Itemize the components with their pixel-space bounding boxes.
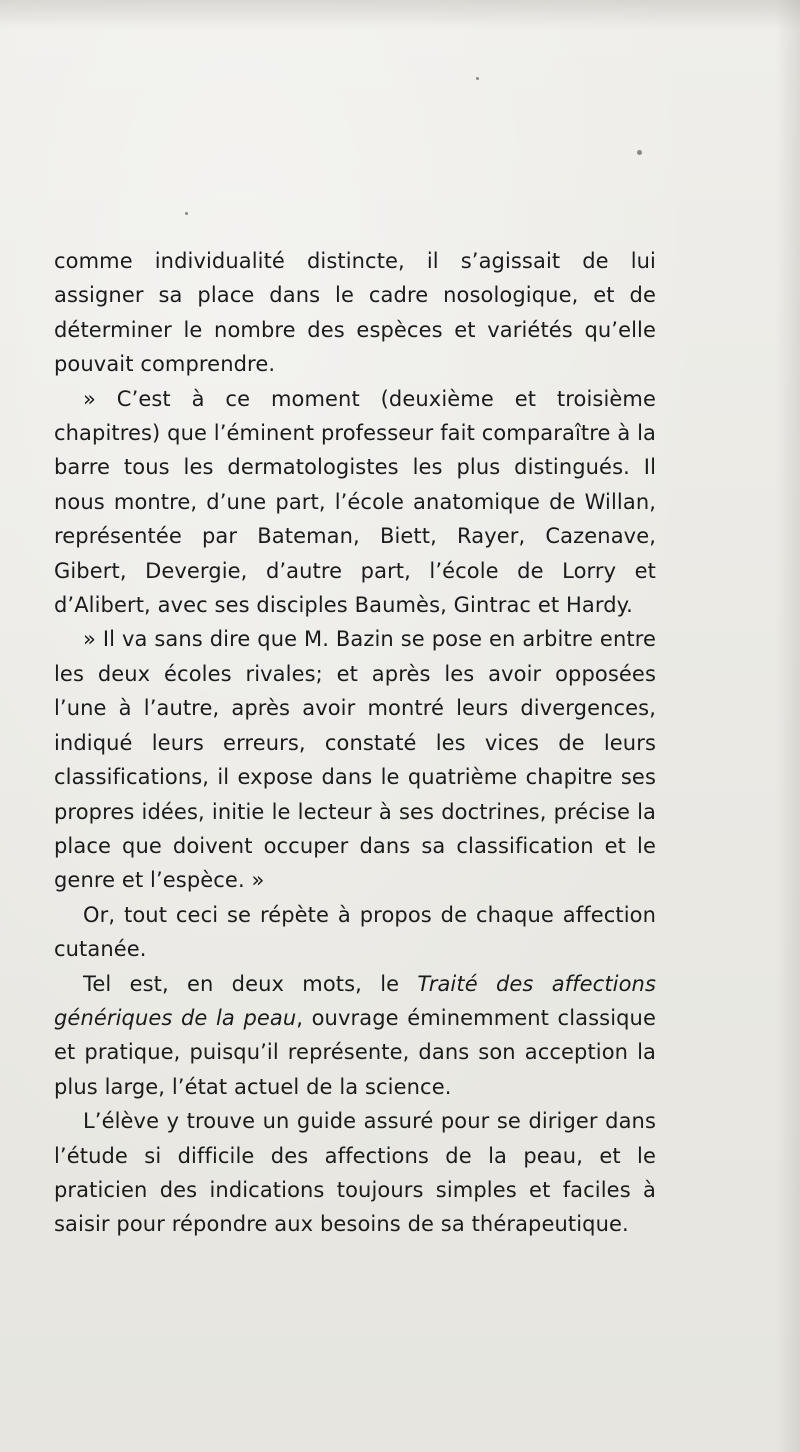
paper-speck	[637, 150, 642, 155]
paragraph-1: comme individualité distincte, il s’agissait de lui assigner sa place dans le cadre nosologique, et de déterminer le nombre des espèces et variétés qu’elle pouvait comprendre.	[54, 249, 656, 377]
paragraph-3: » Il va sans dire que M. Bazin se pose en arbitre entre les deux écoles rivales; et après les avoir opposées l’une à l’autre, après avoir montré leurs divergences, indiqué leurs erreurs, constaté les vices de leurs classifications, il expose dans le quatrième chapitre ses propres idées, initie le lecteur à ses doctrines, précise la place que doivent occuper dans sa classification et le genre et l’espèce. »	[54, 627, 656, 893]
paragraph-5	[54, 967, 656, 1105]
body-text	[54, 244, 656, 1242]
paragraph-4: Or, tout ceci se répète à propos de chaque affection cutanée.	[54, 902, 656, 962]
paragraph-5-rest: , ouvrage éminemment classique et pratique, puisqu’il représente, dans son acception la plus large, l’état actuel de la science.	[54, 1005, 656, 1099]
paragraph-2: » C’est à ce moment (deuxième et troisième chapitres) que l’éminent professeur fait comparaître à la barre tous les dermatologistes les plus distingués. Il nous montre, d’une part, l’école anatomique de Willan, représentée par Bateman, Biett, Rayer, Cazenave, Gibert, Devergie, d’autre part, l’école de Lorry et d’Alibert, avec ses disciples Baumès, Gintrac et Hardy.	[54, 386, 656, 618]
paper-speck	[476, 77, 479, 80]
page-top-edge-shadow	[0, 0, 800, 30]
paragraph-6: L’élève y trouve un guide assuré pour se diriger dans l’étude si difficile des affections de la peau, et le praticien des indications toujours simples et faciles à saisir pour répondre aux besoins de sa thérapeutique.	[54, 1109, 656, 1237]
page-right-edge-shadow	[776, 0, 800, 1452]
paper-speck	[185, 212, 188, 215]
paragraph-5-lead: Tel est, en deux mots, le	[83, 971, 418, 996]
book-title: Traité des affections génériques de la peau	[54, 971, 656, 1030]
